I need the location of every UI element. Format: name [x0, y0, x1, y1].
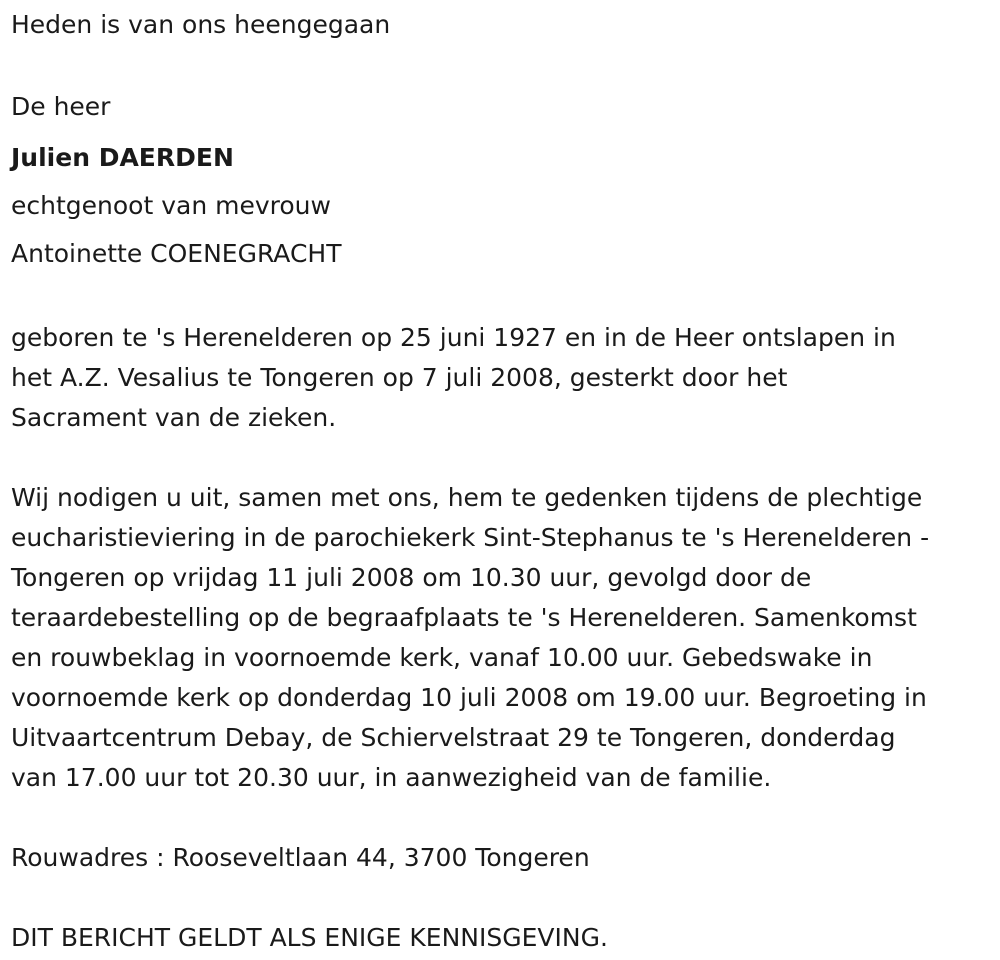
opening-line: Heden is van ons heengegaan [11, 10, 391, 39]
paragraph-line: teraardebestelling op de begraafplaats te 's Herenelderen. Samenkomst [11, 603, 917, 632]
closing-statement: DIT BERICHT GELDT ALS ENIGE KENNISGEVING. [11, 923, 608, 952]
spacer [11, 438, 996, 478]
spouse-relation: echtgenoot van mevrouw [11, 191, 331, 220]
spouse-name: Antoinette COENEGRACHT [11, 239, 342, 268]
ceremony-paragraph [11, 478, 996, 798]
paragraph-line: voornoemde kerk op donderdag 10 juli 2008 om 19.00 uur. Begroeting in [11, 683, 927, 712]
paragraph-line: van 17.00 uur tot 20.30 uur, in aanwezigheid van de familie. [11, 763, 772, 792]
paragraph-line: Sacrament van de zieken. [11, 403, 337, 432]
death-notice [11, 0, 996, 958]
spacer [11, 278, 996, 318]
title-line: De heer [11, 92, 111, 121]
paragraph-line: en rouwbeklag in voornoemde kerk, vanaf 10.00 uur. Gebedswake in [11, 643, 873, 672]
spacer [11, 878, 996, 918]
paragraph-line: het A.Z. Vesalius te Tongeren op 7 juli 2008, gesterkt door het [11, 363, 788, 392]
spacer [11, 50, 996, 80]
deceased-name: Julien DAERDEN [11, 143, 234, 172]
mourning-address: Rouwadres : Rooseveltlaan 44, 3700 Tongeren [11, 843, 590, 872]
birth-paragraph [11, 318, 996, 438]
spacer [11, 798, 996, 838]
paragraph-line: eucharistieviering in de parochiekerk Sint-Stephanus te 's Herenelderen - [11, 523, 930, 552]
paragraph-line: Uitvaartcentrum Debay, de Schiervelstraat 29 te Tongeren, donderdag [11, 723, 896, 752]
paragraph-line: Tongeren op vrijdag 11 juli 2008 om 10.30 uur, gevolgd door de [11, 563, 812, 592]
paragraph-line: Wij nodigen u uit, samen met ons, hem te gedenken tijdens de plechtige [11, 483, 923, 512]
paragraph-line: geboren te 's Herenelderen op 25 juni 1927 en in de Heer ontslapen in [11, 323, 896, 352]
